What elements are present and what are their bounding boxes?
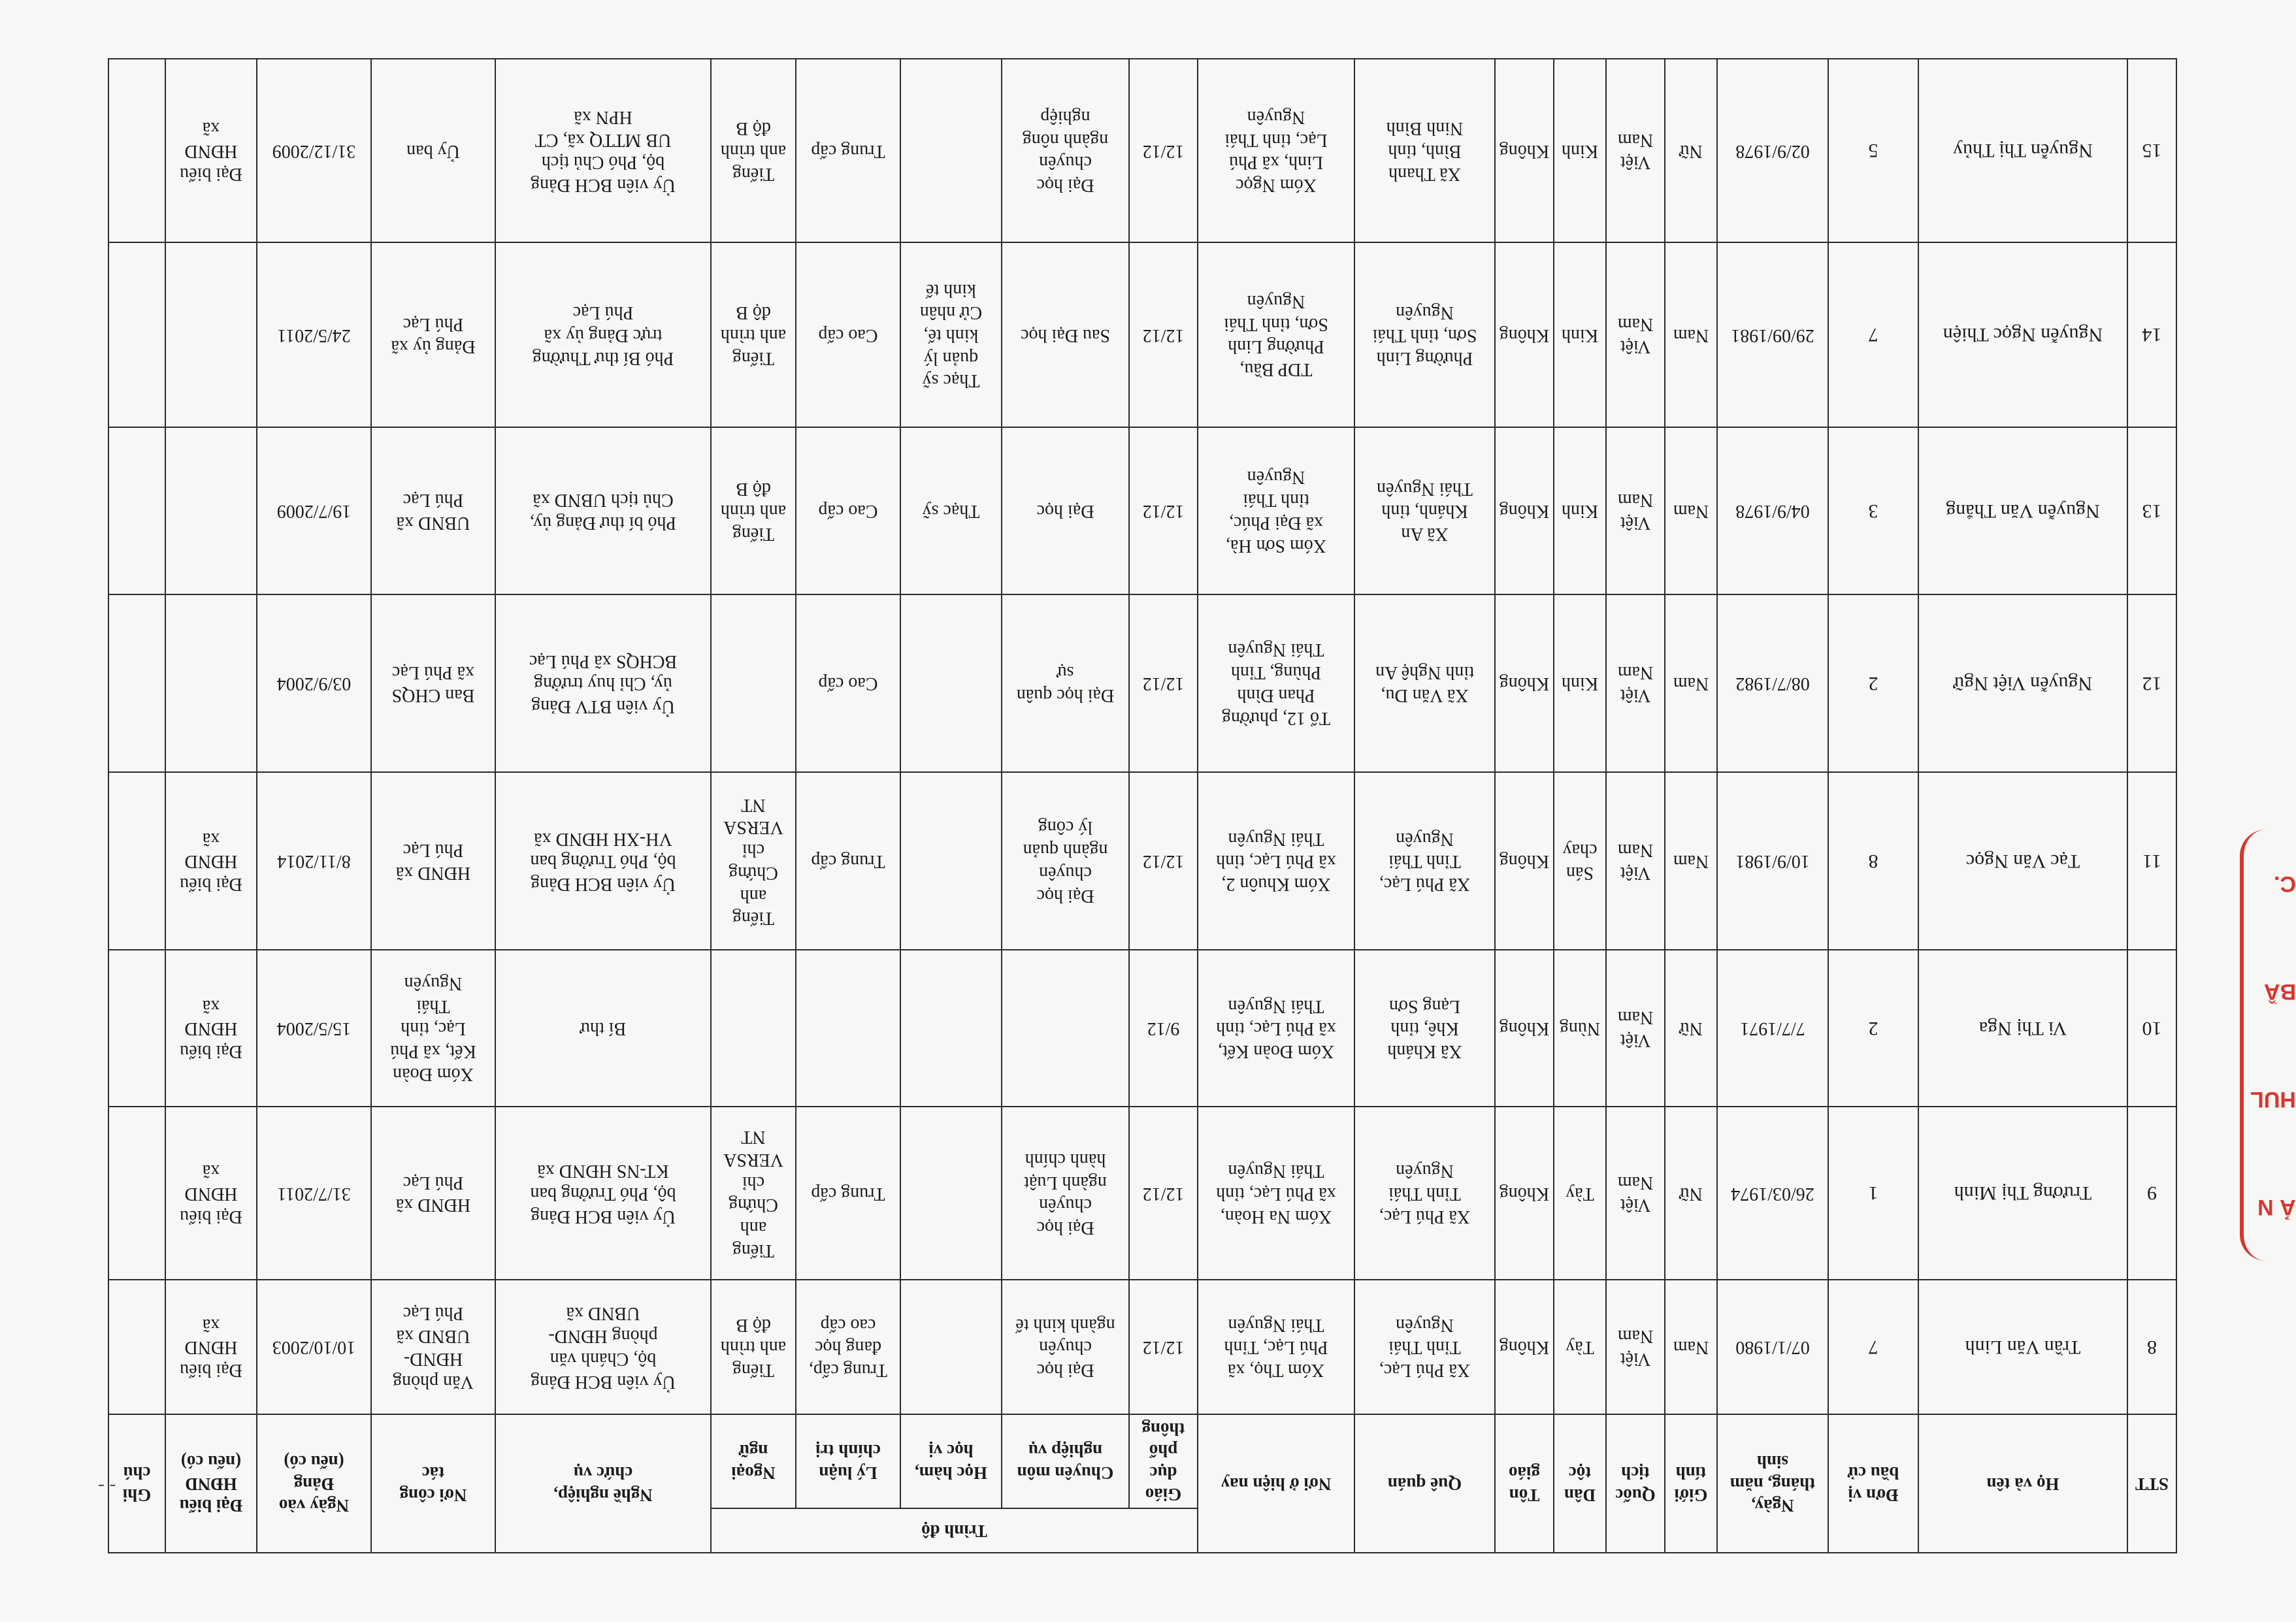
header-stt: STT [2127, 1414, 2176, 1553]
cell-party-date: 31/12/2009 [257, 59, 371, 242]
cell-hometown: Xã Phú Lạc, Tỉnh Thái Nguyên [1354, 1107, 1495, 1280]
cell-ethnicity: Tày [1554, 1280, 1606, 1414]
cell-name: Nguyễn Ngọc Thiện [1918, 242, 2127, 427]
cell-ethnicity: Kinh [1554, 427, 1606, 594]
cell-gender: Nữ [1665, 950, 1717, 1107]
header-nationality: Quốc tịch [1606, 1414, 1665, 1553]
cell-general-edu: 12/12 [1129, 427, 1198, 594]
cell-residence: Xóm Đoàn Kết, xã Phú Lạc, tỉnh Thái Nguyên [1198, 950, 1354, 1107]
cell-unit: 3 [1828, 427, 1918, 594]
cell-degree [900, 594, 1002, 772]
cell-note [108, 1280, 165, 1414]
cell-gender: Nam [1665, 1280, 1717, 1414]
cell-dob: 08/7/1982 [1717, 594, 1828, 772]
cell-ethnicity: Kinh [1554, 594, 1606, 772]
cell-unit: 7 [1828, 242, 1918, 427]
cell-name: Tạc Văn Ngọc [1918, 772, 2127, 950]
table-row [108, 1107, 2176, 1280]
cell-name: Nguyễn Thị Thủy [1918, 59, 2127, 242]
cell-residence: Tổ 12, phường Phan Đình Phùng, Tỉnh Thái Nguyên [1198, 594, 1354, 772]
stamp-text-4: Ả N [2257, 1195, 2296, 1220]
cell-professional: Đại học chuyên ngành nông nghiệp [1002, 59, 1129, 242]
cell-note [108, 594, 165, 772]
cell-gender: Nữ [1665, 1107, 1717, 1280]
cell-residence: TDP Bầu, Phường Linh Sơn, tỉnh Thái Nguyên [1198, 242, 1354, 427]
cell-residence: Xóm Thọ, xã Phú Lạc, Tỉnh Thái Nguyên [1198, 1280, 1354, 1414]
cell-political: Trung cấp [796, 772, 900, 950]
cell-party-date: 15/5/2004 [257, 950, 371, 1107]
cell-occupation: Bí thư [495, 950, 711, 1107]
cell-unit: 2 [1828, 950, 1918, 1107]
cell-ethnicity: Sán chay [1554, 772, 1606, 950]
cell-unit: 1 [1828, 1107, 1918, 1280]
header-professional: Chuyên môn nghiệp vụ [1002, 1414, 1129, 1508]
cell-general-edu: 12/12 [1129, 1280, 1198, 1414]
header-hometown: Quê quán [1354, 1414, 1495, 1553]
cell-political: Cao cấp [796, 242, 900, 427]
header-workplace: Nơi công tác [371, 1414, 495, 1553]
cell-degree [900, 59, 1002, 242]
cell-dob: 04/9/1978 [1717, 427, 1828, 594]
header-occupation: Nghề nghiệp, chức vụ [495, 1414, 711, 1553]
header-council: Đại biểu HĐND (nếu có) [165, 1414, 257, 1553]
header-unit: Đơn vị bầu cử [1828, 1414, 1918, 1553]
cell-professional: Sau Đại học [1002, 242, 1129, 427]
cell-political: Cao cấp [796, 427, 900, 594]
cell-professional: Đại học chuyên ngành Luật hành chính [1002, 1107, 1129, 1280]
cell-name: Nguyễn Việt Ngữ [1918, 594, 2127, 772]
cell-professional: Đại học chuyên ngành quản lý công [1002, 772, 1129, 950]
cell-workplace: Xóm Đoàn Kết, xã Phú Lạc, tỉnh Thái Nguyên [371, 950, 495, 1107]
cell-general-edu: 12/12 [1129, 772, 1198, 950]
cell-council [165, 594, 257, 772]
stamp-text-2: BẦ [2263, 979, 2296, 1004]
cell-degree: Thạc sỹ quản lý kinh tế, Cử nhân kinh tế [900, 242, 1002, 427]
cell-dob: 02/9/1978 [1717, 59, 1828, 242]
cell-residence: Xóm Khuôn 2, xã Phú Lạc, tỉnh Thái Nguyên [1198, 772, 1354, 950]
cell-religion: Không [1495, 1280, 1554, 1414]
table-row [108, 594, 2176, 772]
cell-party-date: 8/11/2014 [257, 772, 371, 950]
cell-gender: Nam [1665, 427, 1717, 594]
cell-political [796, 950, 900, 1107]
header-general-edu: Giáo dục phổ thông [1129, 1414, 1198, 1508]
header-name: Họ và tên [1918, 1414, 2127, 1553]
cell-degree [900, 772, 1002, 950]
cell-name: Vi Thị Nga [1918, 950, 2127, 1107]
cell-residence: Xóm Na Hoàn, xã Phú Lạc, tỉnh Thái Nguyên [1198, 1107, 1354, 1280]
cell-gender: Nữ [1665, 59, 1717, 242]
header-dob: Ngày, tháng, năm sinh [1717, 1414, 1828, 1553]
cell-professional: Đại học chuyên ngành kinh tế [1002, 1280, 1129, 1414]
cell-occupation: Phó Bí thư Thường trực Đảng ủy xã Phú Lạc [495, 242, 711, 427]
header-party-date: Ngày vào Đảng (nếu có) [257, 1414, 371, 1553]
cell-stt: 13 [2127, 427, 2176, 594]
table-row [108, 1280, 2176, 1414]
cell-ethnicity: Kinh [1554, 242, 1606, 427]
cell-stt: 14 [2127, 242, 2176, 427]
cell-workplace: UBND xã Phú Lạc [371, 427, 495, 594]
cell-nationality: Việt Nam [1606, 59, 1665, 242]
cell-hometown: Xã Thanh Bình, tỉnh Ninh Bình [1354, 59, 1495, 242]
cell-stt: 8 [2127, 1280, 2176, 1414]
header-row-1 [108, 1508, 2176, 1553]
cell-language: Tiếng anh Chứng chỉ VERSA NT [711, 1107, 796, 1280]
cell-nationality: Việt Nam [1606, 594, 1665, 772]
cell-workplace: Ủy ban [371, 59, 495, 242]
cell-unit: 7 [1828, 1280, 1918, 1414]
header-gender: Giới tính [1665, 1414, 1717, 1553]
cell-religion: Không [1495, 1107, 1554, 1280]
header-degree: Học hàm, học vị [900, 1414, 1002, 1508]
cell-party-date: 31/7/2011 [257, 1107, 371, 1280]
cell-hometown: Xã Phú Lạc, Tỉnh Thái Nguyên [1354, 1280, 1495, 1414]
cell-nationality: Việt Nam [1606, 1107, 1665, 1280]
cell-party-date: 10/10/2003 [257, 1280, 371, 1414]
cell-note [108, 59, 165, 242]
cell-residence: Xóm Sơn Hà, xã Đại Phúc, tỉnh Thái Nguyên [1198, 427, 1354, 594]
cell-hometown: Xã Phú Lạc, Tỉnh Thái Nguyên [1354, 772, 1495, 950]
cell-dob: 10/9/1981 [1717, 772, 1828, 950]
cell-hometown: Phường Linh Sơn, tỉnh Thái Nguyên [1354, 242, 1495, 427]
rotated-document [109, 74, 2177, 1553]
cell-language [711, 950, 796, 1107]
cell-note [108, 427, 165, 594]
cell-council: Đại biểu HĐND xã [165, 59, 257, 242]
cell-workplace: HĐND xã Phú Lạc [371, 772, 495, 950]
cell-nationality: Việt Nam [1606, 1280, 1665, 1414]
cell-political: Trung cấp [796, 59, 900, 242]
cell-council: Đại biểu HĐND xã [165, 772, 257, 950]
cell-name: Trần Văn Linh [1918, 1280, 2127, 1414]
cell-note [108, 950, 165, 1107]
cell-gender: Nam [1665, 594, 1717, 772]
table-row [108, 950, 2176, 1107]
header-religion: Tôn giáo [1495, 1414, 1554, 1553]
table-row [108, 59, 2176, 242]
cell-occupation: Ủy viên BCH Đảng bộ, Chánh văn phòng HĐND- UBND xã [495, 1280, 711, 1414]
cell-stt: 10 [2127, 950, 2176, 1107]
cell-nationality: Việt Nam [1606, 950, 1665, 1107]
cell-party-date: 03/9/2004 [257, 594, 371, 772]
cell-name: Nguyễn Văn Thắng [1918, 427, 2127, 594]
cell-religion: Không [1495, 950, 1554, 1107]
cell-unit: 5 [1828, 59, 1918, 242]
cell-religion: Không [1495, 772, 1554, 950]
cell-party-date: 19/7/2009 [257, 427, 371, 594]
cell-occupation: Ủy viên BCH Đảng bộ, Phó Trưởng ban VH-XH HĐND xã [495, 772, 711, 950]
cell-council [165, 242, 257, 427]
cell-party-date: 24/5/2011 [257, 242, 371, 427]
cell-stt: 11 [2127, 772, 2176, 950]
cell-unit: 8 [1828, 772, 1918, 950]
header-ethnicity: Dân tộc [1554, 1414, 1606, 1553]
cell-unit: 2 [1828, 594, 1918, 772]
cell-note [108, 242, 165, 427]
cell-note [108, 1107, 165, 1280]
scan-marks: - - [98, 1473, 116, 1495]
cell-council: Đại biểu HĐND xã [165, 1107, 257, 1280]
cell-gender: Nam [1665, 772, 1717, 950]
header-note: Ghi chú [108, 1414, 165, 1553]
cell-degree [900, 1280, 1002, 1414]
cell-political: Trung cấp, đang học cao cấp [796, 1280, 900, 1414]
cell-religion: Không [1495, 427, 1554, 594]
cell-dob: 7/7/1971 [1717, 950, 1828, 1107]
cell-degree: Thạc sỹ [900, 427, 1002, 594]
cell-hometown: Xã An Khánh, tỉnh Thái Nguyên [1354, 427, 1495, 594]
cell-political: Cao cấp [796, 594, 900, 772]
cell-occupation: Ủy viên BCH Đảng bộ, Phó Chủ tịch UB MTTQ xã, CT HPN xã [495, 59, 711, 242]
table-row [108, 242, 2176, 427]
table-body [108, 59, 2176, 1414]
cell-language: Tiếng anh Chứng chỉ VERSA NT [711, 772, 796, 950]
cell-ethnicity: Tày [1554, 1107, 1606, 1280]
cell-hometown: Xã Khánh Khê, tỉnh Lạng Sơn [1354, 950, 1495, 1107]
cell-occupation: Ủy viên BTV Đảng ủy, Chỉ huy trưởng BCHQS xã Phú Lạc [495, 594, 711, 772]
cell-name: Trương Thị Minh [1918, 1107, 2127, 1280]
stamp-text-1: C. [2274, 871, 2296, 896]
header-political: Lý luận chính trị [796, 1414, 900, 1508]
cell-ethnicity: Kinh [1554, 59, 1606, 242]
candidate-table [108, 58, 2177, 1553]
cell-note [108, 772, 165, 950]
cell-council [165, 427, 257, 594]
cell-ethnicity: Nùng [1554, 950, 1606, 1107]
cell-political: Trung cấp [796, 1107, 900, 1280]
cell-general-edu: 12/12 [1129, 242, 1198, 427]
cell-language: Tiếng anh trình độ B [711, 59, 796, 242]
stamp-text-3: HUL [2250, 1087, 2296, 1112]
cell-professional: Đại học [1002, 427, 1129, 594]
cell-stt: 12 [2127, 594, 2176, 772]
red-stamp-seal [2240, 830, 2296, 1261]
cell-religion: Không [1495, 594, 1554, 772]
cell-language: Tiếng anh trình độ B [711, 242, 796, 427]
cell-professional: Đại học quân sự [1002, 594, 1129, 772]
header-language: Ngoại ngữ [711, 1414, 796, 1508]
table-row [108, 427, 2176, 594]
cell-general-edu: 12/12 [1129, 59, 1198, 242]
cell-occupation: Ủy viên BCH Đảng bộ, Phó Trưởng ban KT-NS HĐND xã [495, 1107, 711, 1280]
cell-language: Tiếng anh trình độ B [711, 427, 796, 594]
cell-language: Tiếng anh trình độ B [711, 1280, 796, 1414]
cell-nationality: Việt Nam [1606, 427, 1665, 594]
cell-workplace: HĐND xã Phú Lạc [371, 1107, 495, 1280]
cell-hometown: Xã Văn Du, tỉnh Nghệ An [1354, 594, 1495, 772]
cell-professional [1002, 950, 1129, 1107]
cell-degree [900, 1107, 1002, 1280]
cell-religion: Không [1495, 242, 1554, 427]
cell-workplace: Đảng ủy xã Phú Lạc [371, 242, 495, 427]
cell-nationality: Việt Nam [1606, 772, 1665, 950]
table-row [108, 772, 2176, 950]
cell-general-edu: 9/12 [1129, 950, 1198, 1107]
cell-nationality: Việt Nam [1606, 242, 1665, 427]
cell-stt: 9 [2127, 1107, 2176, 1280]
cell-workplace: Văn phòng HĐND- UBND xã Phú Lạc [371, 1280, 495, 1414]
cell-degree [900, 950, 1002, 1107]
cell-stt: 15 [2127, 59, 2176, 242]
cell-dob: 29/09/1981 [1717, 242, 1828, 427]
cell-religion: Không [1495, 59, 1554, 242]
cell-council: Đại biểu HĐND xã [165, 950, 257, 1107]
header-residence: Nơi ở hiện nay [1198, 1414, 1354, 1553]
cell-general-edu: 12/12 [1129, 594, 1198, 772]
cell-general-edu: 12/12 [1129, 1107, 1198, 1280]
cell-occupation: Phó bí thư Đảng ủy, Chủ tịch UBND xã [495, 427, 711, 594]
header-education-group: Trình độ [711, 1508, 1198, 1553]
cell-council: Đại biểu HĐND xã [165, 1280, 257, 1414]
cell-language [711, 594, 796, 772]
cell-residence: Xóm Ngọc Linh, xã Phú Lạc, tỉnh Thái Nguyên [1198, 59, 1354, 242]
cell-dob: 26/03/1974 [1717, 1107, 1828, 1280]
cell-dob: 07/1/1980 [1717, 1280, 1828, 1414]
cell-gender: Nam [1665, 242, 1717, 427]
cell-workplace: Ban CHQS xã Phú Lạc [371, 594, 495, 772]
